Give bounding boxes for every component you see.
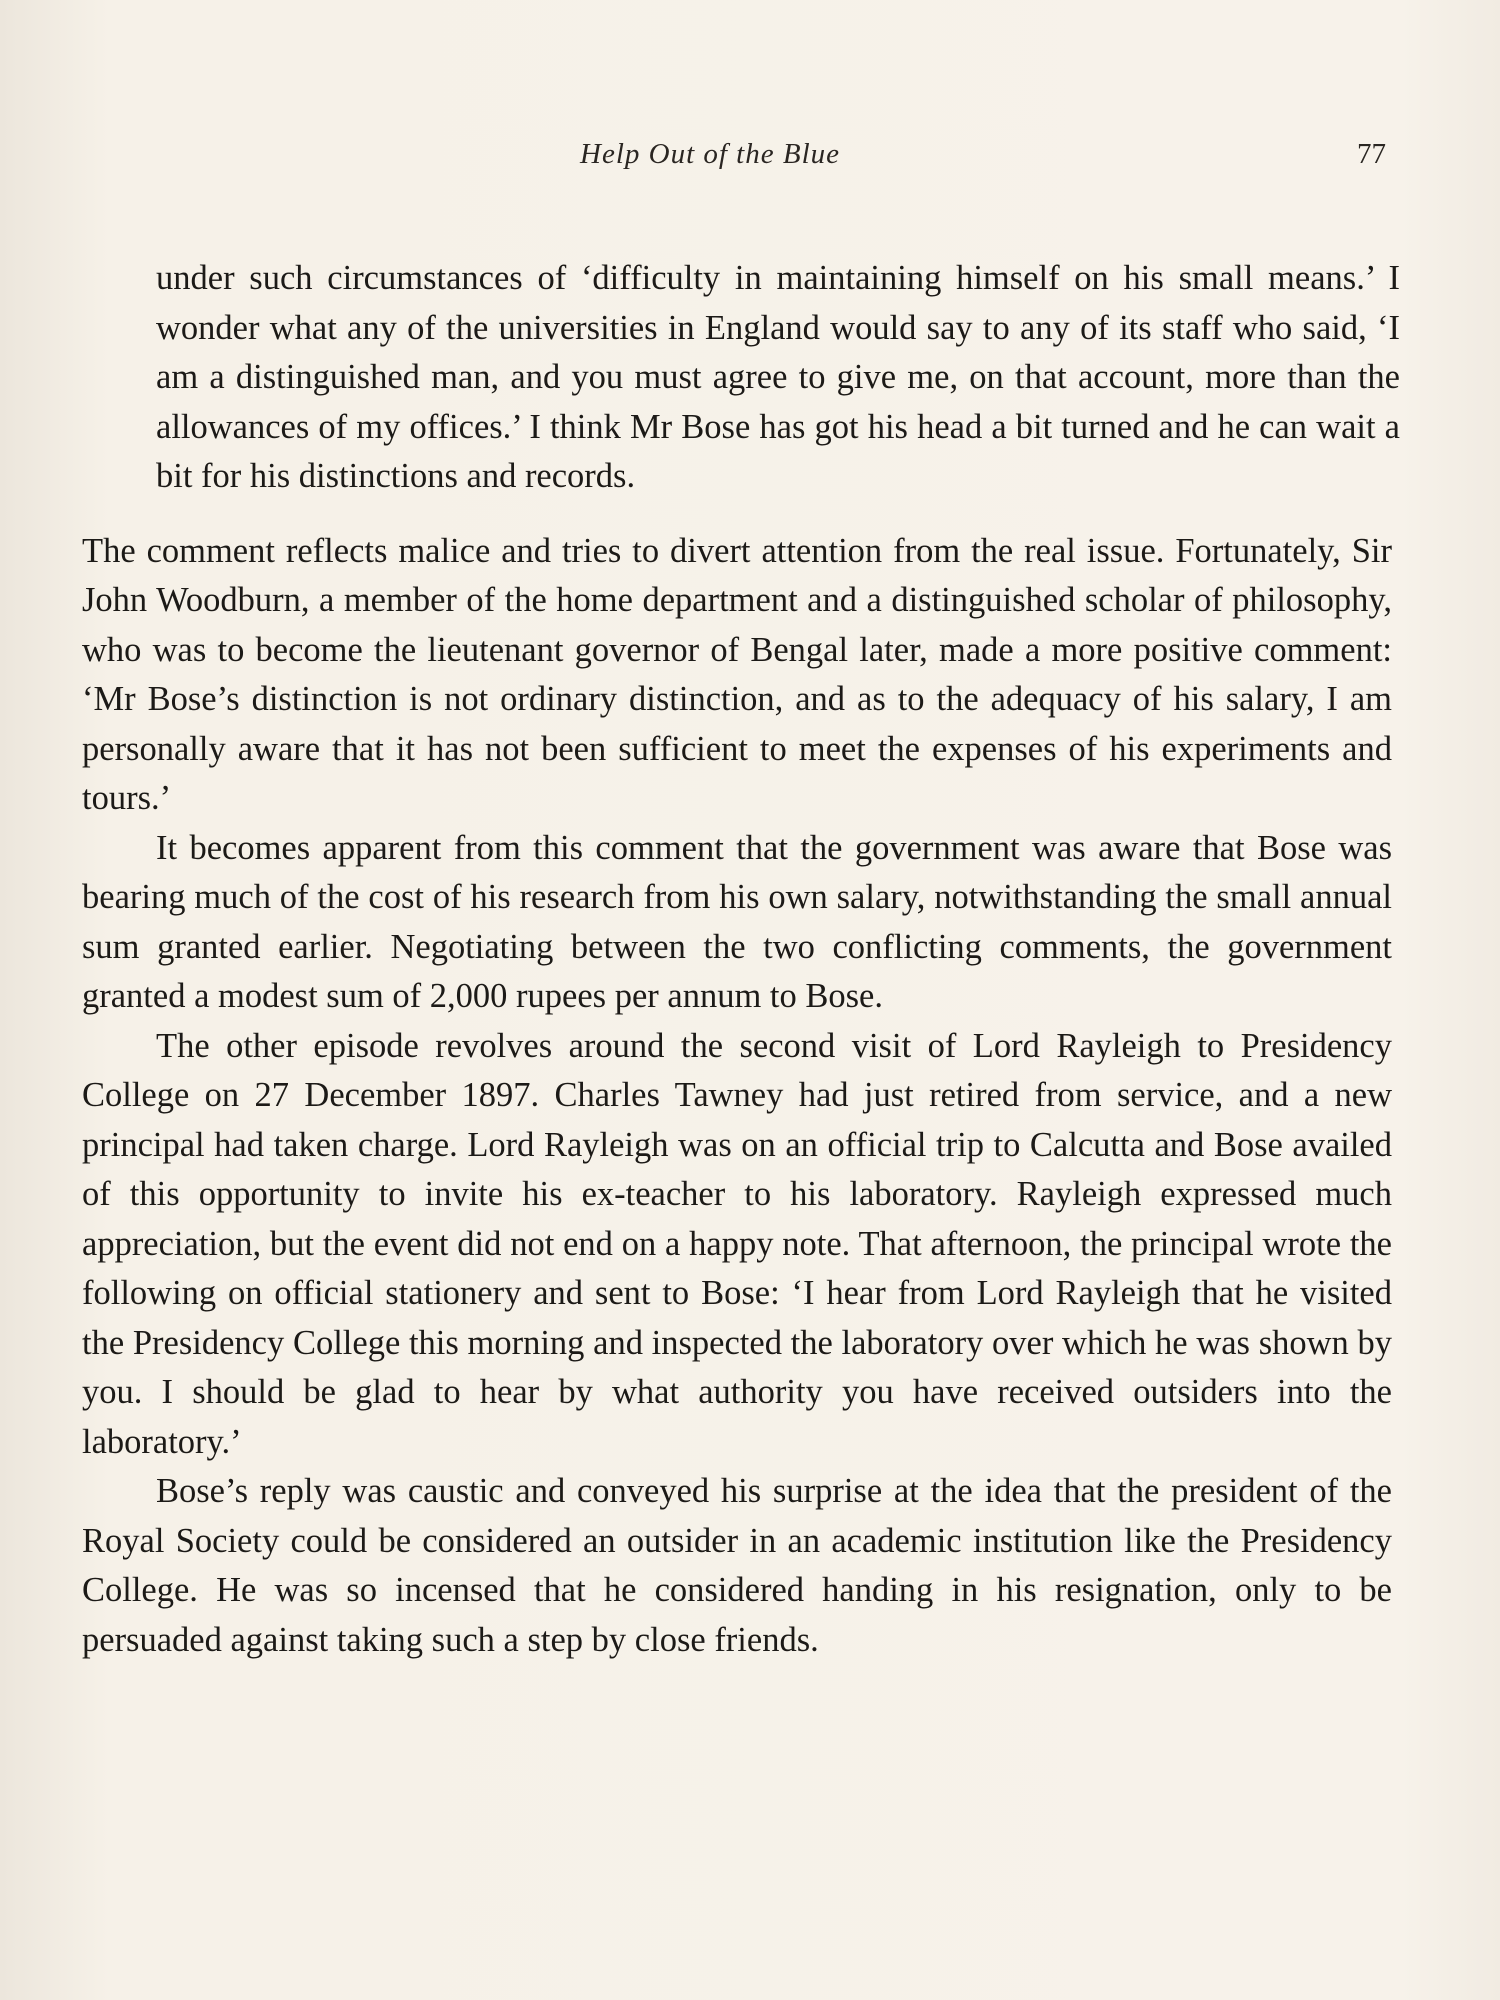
paragraph-2: It becomes apparent from this comment that the government was aware that Bose was bearing much of the cost of his research from his own salary, notwithstanding the small annual sum granted earlier. Negotiating between the two conflicting comments, the government granted a modest sum of 2,000 rupees per annum to Bose. [82, 828, 1392, 1015]
running-title: Help Out of the Blue [580, 138, 841, 170]
paragraph-1: The comment reflects malice and tries to divert attention from the real issue. Fortunately, Sir John Woodburn, a member of the home department and a distinguished scholar of philosophy, who was to become the lieutenant governor of Bengal later, made a more positive comment: ‘Mr Bose’s distinction is not ordinary distinction, and as to the adequacy of his salary, I am personally aware that it has not been sufficient to meet the expenses of his experiments and tours.’ [82, 531, 1392, 817]
running-header [0, 138, 1500, 178]
block-quote: under such circumstances of ‘difficulty in maintaining himself on his small means.’ I wonder what any of the universities in England would say to any of its staff who said, ‘I am a distinguished man, and you must agree to give me, on that account, more than the allowances of my offices.’ I think Mr Bose has got his head a bit turned and he can wait a bit for his distinctions and records. [156, 259, 1400, 495]
body-text [82, 254, 1400, 1665]
paragraph-4: Bose’s reply was caustic and conveyed his surprise at the idea that the president of the Royal Society could be considered an outsider in an academic institution like the Presidency College. He was so incensed that he considered handing in his resignation, only to be persuaded against taking such a step by close friends. [82, 1472, 1392, 1659]
paragraph-3: The other episode revolves around the second visit of Lord Rayleigh to Presidency College on 27 December 1897. Charles Tawney had just retired from service, and a new principal had taken charge. Lord Rayleigh was on an official trip to Calcutta and Bose availed of this opportunity to invite his ex-teacher to his laboratory. Rayleigh expressed much appreciation, but the event did not end on a happy note. That afternoon, the principal wrote the following on official stationery and sent to Bose: ‘I hear from Lord Rayleigh that he visited the Presidency College this morning and inspected the laboratory over which he was shown by you. I should be glad to hear by what authority you have received outsiders into the laboratory.’ [82, 1026, 1392, 1461]
page-number: 77 [1357, 138, 1386, 170]
